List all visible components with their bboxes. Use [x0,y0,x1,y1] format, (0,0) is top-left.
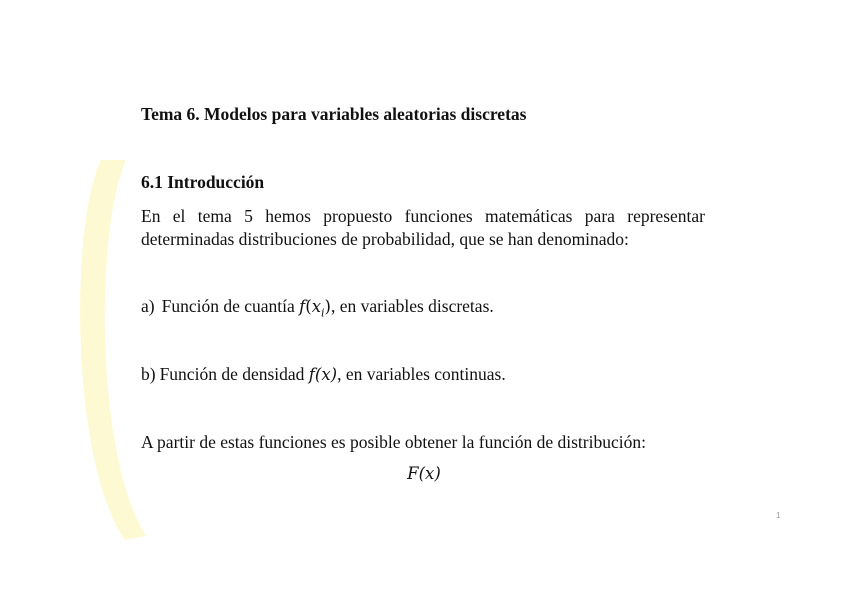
list-item-b [141,364,506,385]
page-title: Tema 6. Modelos para variables aleatorias discretas [141,104,527,124]
list-item-b-text: Función de densidad [159,364,305,384]
intro-paragraph: En el tema 5 hemos propuesto funciones matemáticas para representar determinadas distribuciones de probabilidad, que se han denominado: [141,206,705,249]
list-item-a-text: Función de cuantía [161,296,295,316]
math-f-xi-func: f [299,297,306,316]
math-f-x: f(x) [308,365,338,384]
list-item-b-suffix: , en variables continuas. [337,364,506,384]
math-f-xi [299,297,331,320]
formula-F-x: F(x) [407,464,441,483]
distribution-text: A partir de estas funciones es posible obtener la función de distribución: [141,432,646,452]
math-f-xi-sub: i [321,306,325,320]
math-f-xi-var: x [311,297,321,316]
section-heading: 6.1 Introducción [141,172,265,192]
list-item-b-label: b) [141,364,156,384]
math-f-xi-close: ) [324,297,331,316]
list-item-a-label: a) [141,296,155,316]
page-number: 1 [776,511,781,520]
list-item-a [141,296,494,320]
list-item-a-suffix: , en variables discretas. [330,296,494,316]
math-f-xi-open: ( [305,297,312,316]
